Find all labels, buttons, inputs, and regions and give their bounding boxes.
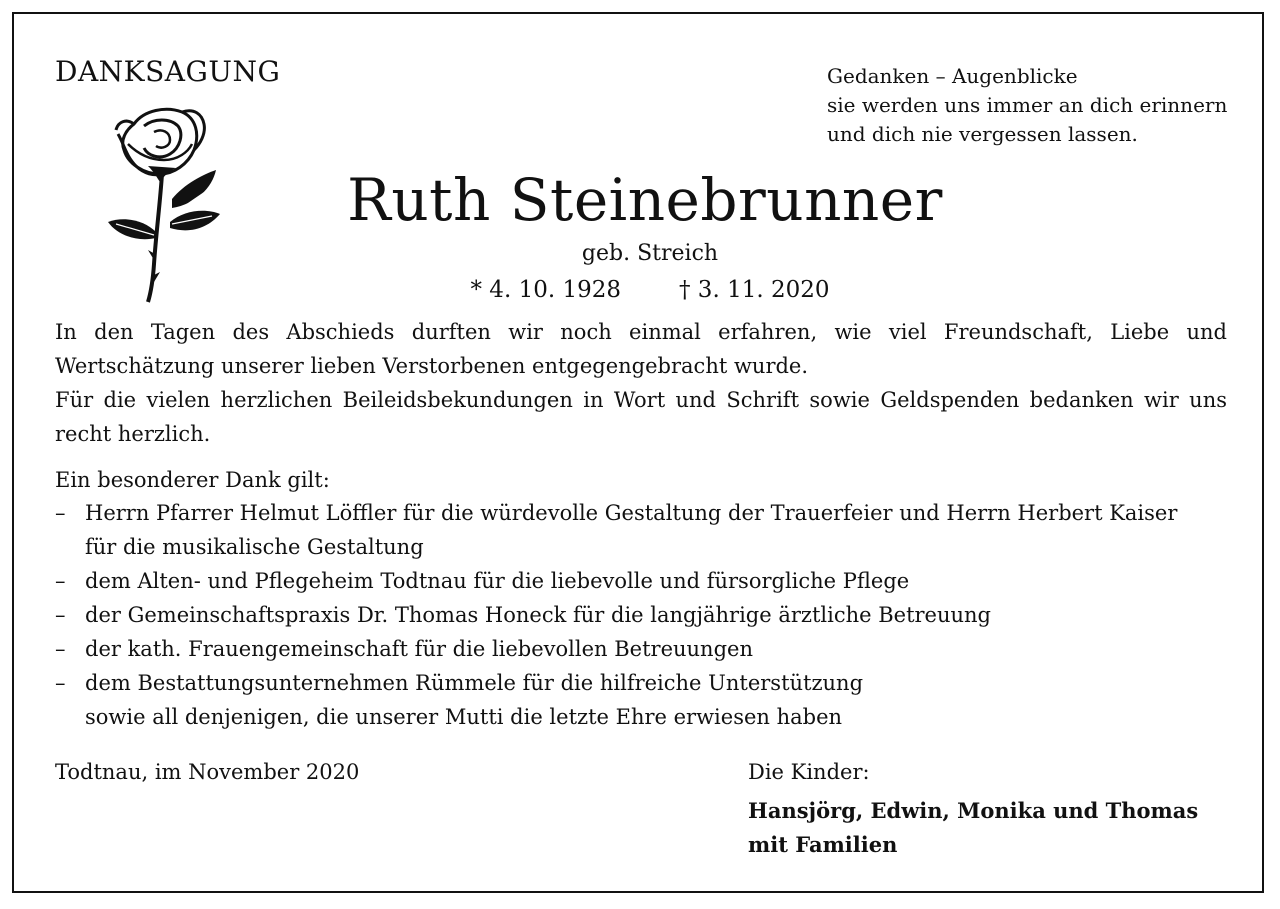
thanks-list xyxy=(55,496,1235,734)
signers-label: Die Kinder: xyxy=(748,760,870,784)
motto-line: Gedanken – Augenblicke xyxy=(827,64,1078,88)
thanks-paragraph: In den Tagen des Abschieds durften wir noch einmal erfahren, wie viel Freundschaft, Liebe und Wertschätzung unserer lieben Verstorbenen entgegengebracht wurde. xyxy=(55,320,1227,378)
list-item xyxy=(55,564,1235,598)
list-item xyxy=(55,496,1235,564)
thanks-intro: Ein besonderer Dank gilt: xyxy=(55,468,330,492)
motto-line: sie werden uns immer an dich erinnern xyxy=(827,93,1228,117)
list-item xyxy=(55,666,1235,700)
dash-bullet: – xyxy=(55,501,66,525)
deceased-name: Ruth Steinebrunner xyxy=(347,166,943,234)
list-item-text: der kath. Frauengemeinschaft für die liebevollen Betreuungen xyxy=(85,637,753,661)
dash-bullet: – xyxy=(55,603,66,627)
list-item-text: dem Bestattungsunternehmen Rümmele für die hilfreiche Unterstützung xyxy=(85,671,864,695)
motto-line: und dich nie vergessen lassen. xyxy=(827,122,1138,146)
signer-names: Hansjörg, Edwin, Monika und Thomas xyxy=(748,798,1199,823)
life-dates xyxy=(0,277,1280,303)
signers xyxy=(748,794,1198,862)
list-item xyxy=(55,632,1235,666)
dash-bullet: – xyxy=(55,637,66,661)
list-item-text: Herrn Pfarrer Helmut Löffler für die würdevolle Gestaltung der Trauerfeier und Herrn Herbert Kaiser xyxy=(85,501,1178,525)
list-item-text: der Gemeinschaftspraxis Dr. Thomas Honeck für die langjährige ärztliche Betreuung xyxy=(85,603,992,627)
notice-heading: DANKSAGUNG xyxy=(55,55,281,88)
dash-bullet: – xyxy=(55,569,66,593)
motto-verse xyxy=(827,62,1227,149)
death-date: † 3. 11. 2020 xyxy=(679,277,830,303)
list-item xyxy=(55,598,1235,632)
birth-date: * 4. 10. 1928 xyxy=(470,277,621,303)
thanks-paragraph: Für die vielen herzlichen Beileidsbekundungen in Wort und Schrift sowie Geldspenden bedanken wir uns recht herzlich. xyxy=(55,388,1227,446)
place-date: Todtnau, im November 2020 xyxy=(55,760,360,784)
list-item-text: für die musikalische Gestaltung xyxy=(85,535,424,559)
list-item-text: dem Alten- und Pflegeheim Todtnau für die liebevolle und fürsorgliche Pflege xyxy=(85,569,910,593)
dash-bullet: – xyxy=(55,671,66,695)
closing-line: sowie all denjenigen, die unserer Mutti die letzte Ehre erwiesen haben xyxy=(85,705,843,729)
signer-suffix: mit Familien xyxy=(748,832,898,857)
maiden-name: geb. Streich xyxy=(581,241,719,266)
